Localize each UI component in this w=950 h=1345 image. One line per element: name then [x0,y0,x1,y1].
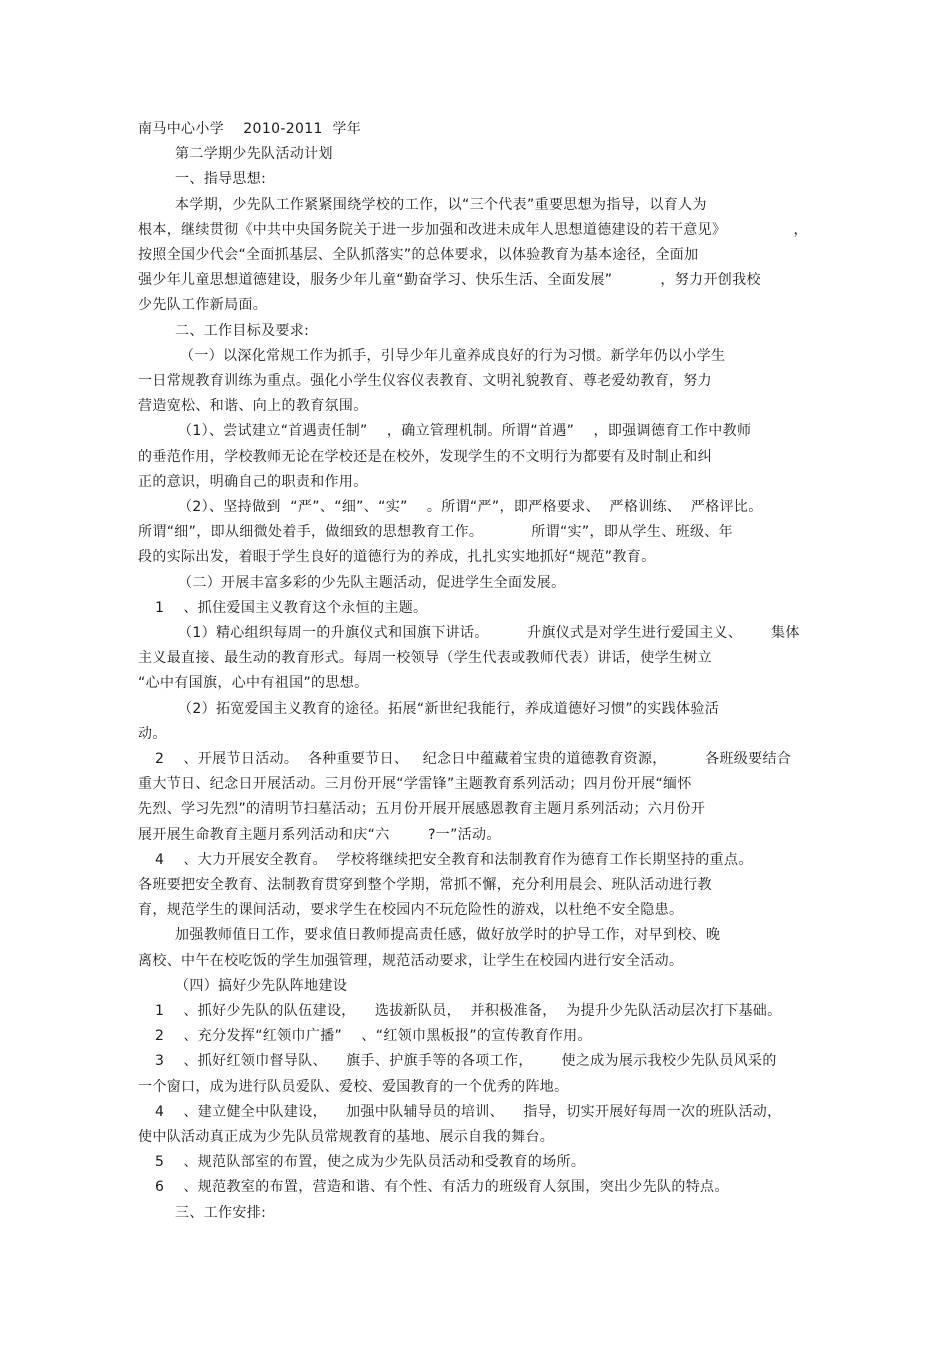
section-heading: 三、工作安排: [175,1205,267,1221]
body-text-line: 营造宽松、和谐、向上的教育氛围。 [138,398,368,414]
body-text-line: 6 、规范教室的布置，营造和谐、有个性、有活力的班级育人氛围，突出少先队的特点。 [155,1179,729,1195]
body-text-line: 重大节日、纪念日开展活动。三月份开展“学雷锋”主题教育系列活动；四月份开展“缅怀 [138,776,692,792]
body-text-line: 所谓“细”，即从细微处着手，做细致的思想教育工作。 所谓“实”，即从学生、班级、年 [138,524,734,540]
body-text-line: 的垂范作用，学校教师无论在学校还是在校外，发现学生的不文明行为都要有及时制止和纠 [138,449,712,465]
body-text-line: 本学期，少先队工作紧紧围绕学校的工作，以“三个代表”重要思想为指导，以育人为 [175,197,707,213]
body-text-line: 2 、充分发挥“红领巾广播” 、“红领巾黑板报”的宣传教育作用。 [155,1028,592,1044]
doc-header: 南马中心小学 2010-2011 学年 [138,121,362,137]
body-text-line: 5 、规范队部室的布置，使之成为少先队员活动和受教育的场所。 [155,1154,586,1170]
body-text-line: 一个窗口，成为进行队员爱队、爱校、爱国教育的一个优秀的阵地。 [138,1079,569,1095]
body-text-line: （1）精心组织每周一的升旗仪式和国旗下讲话。 升旗仪式是对学生进行爱国主义、 集体 [178,625,800,641]
body-text-line: 先烈、学习先烈”的清明节扫墓活动；五月份开展开展感恩教育主题月系列活动；六月份开 [138,801,706,817]
body-text-line: 主义最直接、最生动的教育形式。每周一校领导（学生代表或教师代表）讲话，使学生树立 [138,650,712,666]
body-text-line: 少先队工作新局面。 [138,297,268,313]
doc-title: 第二学期少先队活动计划 [175,146,333,162]
body-text-line: 一日常规教育训练为重点。强化小学生仪容仪表教育、文明礼貌教育、尊老爱幼教育，努力 [138,373,712,389]
body-text-line: 按照全国少代会“全面抓基层、全队抓落实”的总体要求，以体验教育为基本途径，全面加 [138,247,699,263]
body-text-line: 展开展生命教育主题月系列活动和庆“六 ?一”活动。 [138,827,501,843]
body-text-line: 3 、抓好红领巾督导队、 旗手、护旗手等的各项工作， 使之成为展示我校少先队员风采的 [155,1053,777,1069]
body-text-line: （2）、坚持做到 “严”、“细”、“实” 。所谓“严”，即严格要求、 严格训练、 严格评比。 [178,499,763,515]
body-text-line: 离校、中午在校吃饭的学生加强管理，规范活动要求，让学生在校园内进行安全活动。 [138,953,684,969]
body-text-line: 根本，继续贯彻《中共中央国务院关于进一步加强和改进未成年人思想道德建设的若干意见》 ， [138,222,808,238]
body-text-line: 动。 [138,726,167,742]
body-text-line: 加强教师值日工作，要求值日教师提高责任感，做好放学时的护导工作，对早到校、晚 [175,927,721,943]
body-text-line: “心中有国旗，心中有祖国”的思想。 [138,675,369,691]
body-text-line: （1）、尝试建立“首遇责任制” ，确立管理机制。所谓“首遇” ，即强调德育工作中教师 [178,423,752,439]
body-text-line: 4 、建立健全中队建设， 加强中队辅导员的培训、 指导，切实开展好每周一次的班队活动， [155,1104,782,1120]
body-text-line: 使中队活动真正成为少先队员常规教育的基地、展示自我的舞台。 [138,1129,555,1145]
section-heading: 一、指导思想: [175,171,267,187]
body-text-line: 2 、开展节日活动。 各种重要节日、 纪念日中蕴藏着宝贵的道德教育资源， 各班级要结合 [155,751,792,767]
body-text-line: 各班要把安全教育、法制教育贯穿到整个学期，常抓不懈，充分利用晨会、班队活动进行教 [138,877,712,893]
body-text-line: 段的实际出发，着眼于学生良好的道德行为的养成，扎扎实实地抓好“规范”教育。 [138,549,656,565]
section-heading: 二、工作目标及要求: [175,323,310,339]
subsection-heading: （四）搞好少先队阵地建设 [175,978,348,994]
body-text-line: 强少年儿童思想道德建设，服务少年儿童“勤奋学习、快乐生活、全面发展” ，努力开创我校 [138,272,761,288]
body-text-line: 育，规范学生的课间活动，要求学生在校园内不玩危险性的游戏，以杜绝不安全隐患。 [138,902,684,918]
body-text-line: 1 、抓住爱国主义教育这个永恒的主题。 [155,600,428,616]
body-text-line: （2）拓宽爱国主义教育的途径。拓展“新世纪我能行，养成道德好习惯”的实践体验活 [178,701,720,717]
body-text-line: 1 、抓好少先队的队伍建设， 选拔新队员， 并积极准备， 为提升少先队活动层次打下基础。 [155,1003,782,1019]
subsection-heading: （二）开展丰富多彩的少先队主题活动，促进学生全面发展。 [178,575,566,591]
body-text-line: 4 、大力开展安全教育。 学校将继续把安全教育和法制教育作为德育工作长期坚持的重点。 [155,852,753,868]
body-text-line: （一）以深化常规工作为抓手，引导少年儿童养成良好的行为习惯。新学年仍以小学生 [180,348,726,364]
body-text-line: 正的意识，明确自己的职责和作用。 [138,474,368,490]
